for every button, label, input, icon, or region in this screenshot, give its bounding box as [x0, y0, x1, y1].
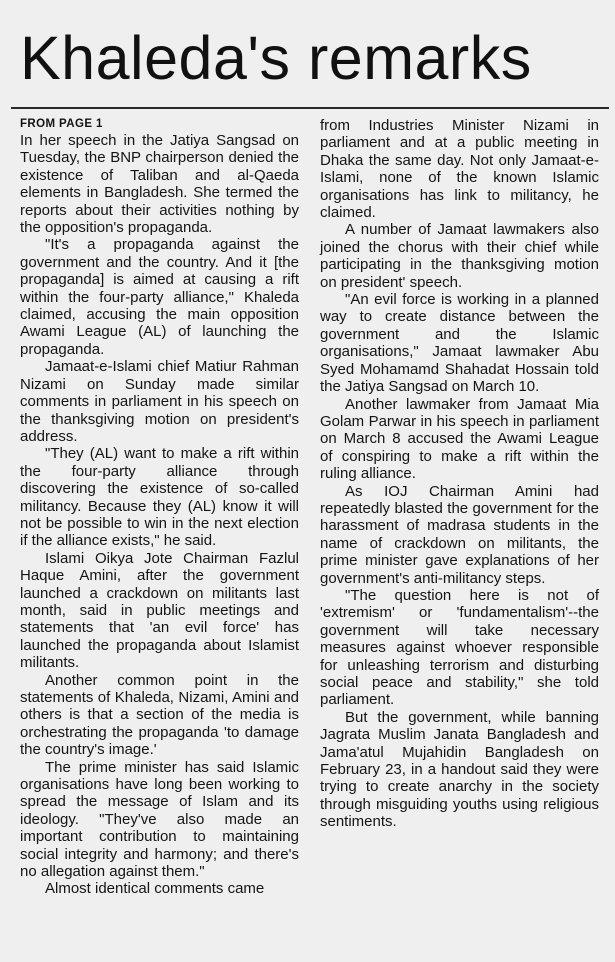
- paragraph: "They (AL) want to make a rift within the four-party alliance through discovering the existence of so-called militancy. Because they (AL) know it will not be possible to win in the next election if the alliance exists," he said.: [20, 445, 299, 550]
- paragraph: Almost identical comments came: [45, 880, 265, 898]
- paragraph: Another common point in the statements of Khaleda, Nizami, Amini and others is that a section of the media is orchestrating the propaganda 'to damage the country's image.': [20, 671, 299, 759]
- left-column: [20, 117, 299, 898]
- paragraph: Another lawmaker from Jamaat Mia Golam Parwar in his speech in parliament on March 8 accused the Awami League of conspiring to make a rift within the ruling alliance.: [320, 395, 599, 483]
- from-page-label: FROM PAGE 1: [20, 118, 103, 130]
- headline-rule: [11, 107, 609, 109]
- paragraph: As IOJ Chairman Amini had repeatedly blasted the government for the harassment of madrasa students in the name of crackdown on militants, the prime minister gave explanations of her government's anti-militancy steps.: [320, 482, 599, 587]
- paragraph: But the government, while banning Jagrata Muslim Janata Bangladesh and Jama'atul Mujahidin Bangladesh on February 23, in a handout said they were trying to create anarchy in the society through misguiding youths using religious sentiments.: [320, 708, 599, 831]
- headline: Khaleda's remarks: [20, 24, 532, 92]
- paragraph: "An evil force is working in a planned way to create distance between the government and the Islamic organisations," Jamaat lawmaker Abu Syed Mohamamd Shahadat Hossain told the Jatiya Sangsad on March 10.: [320, 291, 599, 396]
- paragraph: from Industries Minister Nizami in parliament and at a public meeting in Dhaka the same day. Not only Jamaat-e-Islami, none of the known Islamic organisations has link to militancy, he claimed.: [320, 117, 599, 222]
- paragraph: "The question here is not of 'extremism' or 'fundamentalism'--the government will take necessary measures against whoever responsible for unleashing terrorism and disturbing social peace and stability," she told parliament.: [320, 586, 599, 709]
- paragraph: A number of Jamaat lawmakers also joined the chorus with their chief while participating in the thanksgiving motion on president' speech.: [320, 221, 599, 291]
- paragraph: The prime minister has said Islamic organisations have long been working to spread the message of Islam and its ideology. "They've also made an important contribution to maintaining social integrity and harmony; and there's no allegation against them.": [20, 758, 299, 881]
- paragraph: Jamaat-e-Islami chief Matiur Rahman Nizami on Sunday made similar comments in parliament in his speech on the thanksgiving motion on president's address.: [20, 358, 299, 445]
- paragraph: In her speech in the Jatiya Sangsad on Tuesday, the BNP chairperson denied the existence of Taliban and al-Qaeda elements in Bangladesh. She termed the reports about their activities nothing by the opposition's propaganda.: [20, 132, 299, 237]
- paragraph: Islami Oikya Jote Chairman Fazlul Haque Amini, after the government launched a crackdown on militants last month, said in public meetings and statements that 'an evil force' has launched the propaganda about Islamist militants.: [20, 549, 299, 672]
- paragraph: "It's a propaganda against the government and the country. And it [the propaganda] is aimed at causing a rift within the four-party alliance," Khaleda claimed, accusing the main opposition Awami League (AL) of launching the propaganda.: [20, 236, 299, 358]
- right-column: [320, 117, 599, 831]
